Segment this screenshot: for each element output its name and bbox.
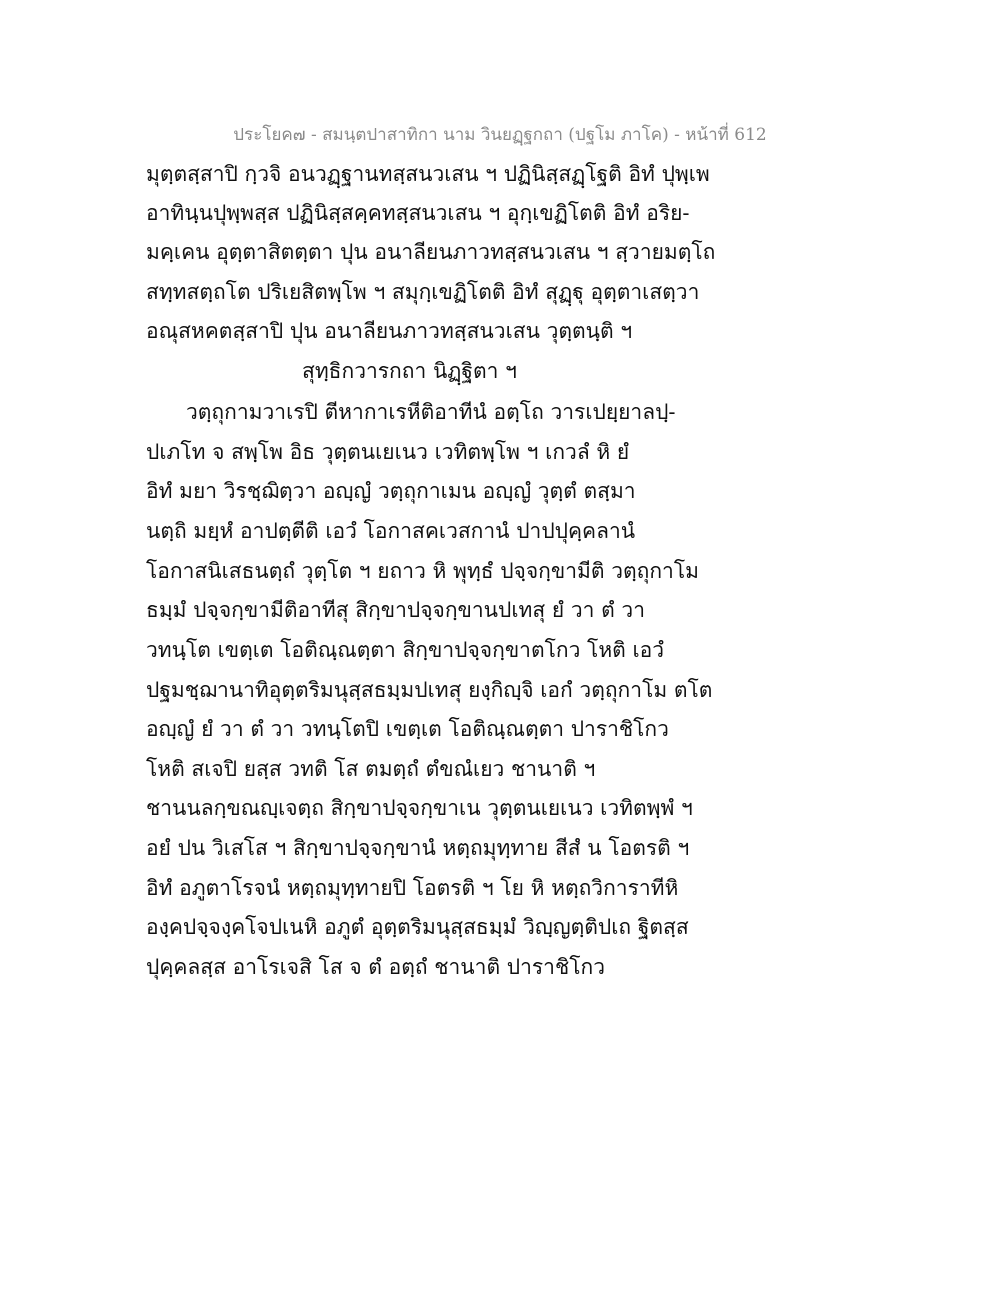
text-line: อิทํ อภูตาโรจนํ หตฺถมุทฺทายปิ โอตรติ ฯ โย หิ หตฺถวิการาทีหิ: [146, 876, 679, 900]
text-line: อยํ ปน วิเสโส ฯ สิกฺขาปจฺจกฺขานํ หตฺถมุทฺทาย สีสํ น โอตรติ ฯ: [146, 836, 690, 860]
section-heading: สุทฺธิกวารกถา นิฏฺฐิตา ฯ: [302, 359, 517, 383]
text-line: อญฺญํ ยํ วา ตํ วา วทนฺโตปิ เขตฺเต โอติณฺณตฺตา ปาราชิโกว: [146, 717, 669, 741]
text-line: นตฺถิ มยฺหํ อาปตฺตีติ เอวํ โอกาสคเวสกานํ ปาปปุคฺคลานํ: [146, 519, 636, 543]
text-line: มุตฺตสฺสาปิ กฺวจิ อนวฏฺฐานทสฺสนวเสน ฯ ปฏินิสฺสฏฺโฐติ อิทํ ปุพฺเพ: [146, 162, 710, 186]
text-line: โอกาสนิเสธนตฺถํ วุตฺโต ฯ ยถาว หิ พุทฺธํ ปจฺจกฺขามีติ วตฺถุกาโม: [146, 559, 699, 583]
running-header: ประโยค๗ - สมนฺตปาสาทิกา นาม วินยฏฺฐกถา (ปฐโม ภาโค) - หน้าที่ 612: [233, 125, 767, 145]
text-line: อิทํ มยา วิรชฺฌิตฺวา อญฺญํ วตฺถุกาเมน อญฺญํ วุตฺตํ ตสฺมา: [146, 479, 636, 503]
text-line: โหติ สเจปิ ยสฺส วทติ โส ตมตฺถํ ตํขณํเยว ชานาติ ฯ: [146, 757, 596, 781]
text-line: ชานนลกฺขณญฺเจตฺถ สิกฺขาปจฺจกฺขาเน วุตฺตนเยเนว เวทิตพฺพํ ฯ: [146, 796, 693, 820]
text-line: ธมฺมํ ปจฺจกฺขามีติอาทีสุ สิกฺขาปจฺจกฺขานปเทสุ ยํ วา ตํ วา: [146, 598, 646, 622]
text-line: อณุสหคตสฺสาปิ ปุน อนาลียนภาวทสฺสนวเสน วุตฺตนฺติ ฯ: [146, 319, 633, 343]
text-line: วทนฺโต เขตฺเต โอติณฺณตฺตา สิกฺขาปจฺจกฺขาตโกว โหติ เอวํ: [146, 638, 665, 662]
text-line: ปุคฺคลสฺส อาโรเจสิ โส จ ตํ อตฺถํ ชานาติ ปาราชิโกว: [146, 955, 605, 979]
text-line: วตฺถุกามวาเรปิ ตีหากาเรหีติอาทีนํ อตฺโถ วารเปยฺยาลปฺ-: [186, 400, 676, 424]
text-line: มคฺเคน อุตฺตาสิตตฺตา ปุน อนาลียนภาวทสฺสนวเสน ฯ สฺวายมตฺโถ: [146, 240, 716, 264]
text-line: สทฺทสตฺถโต ปริเยสิตพฺโพ ฯ สมุกฺเขฏิโตติ อิทํ สุฏฺฐุ อุตฺตาเสตฺวา: [146, 280, 700, 304]
text-line: ปเภโท จ สพฺโพ อิธ วุตฺตนเยเนว เวทิตพฺโพ ฯ เกวลํ หิ ยํ: [146, 440, 630, 464]
text-line: อาทินฺนปุพฺพสฺส ปฏินิสฺสคฺคทสฺสนวเสน ฯ อุกฺเขฏิโตติ อิทํ อริย-: [146, 201, 690, 225]
text-line: องฺคปจฺจงฺคโจปเนหิ อภูตํ อุตฺตริมนุสฺสธมฺมํ วิญฺญตฺติปเถ ฐิตสฺส: [146, 915, 689, 939]
text-line: ปฐมชฺฌานาทิอุตฺตริมนุสฺสธมฺมปเทสุ ยงฺกิญฺจิ เอกํ วตฺถุกาโม ตโต: [146, 678, 713, 702]
